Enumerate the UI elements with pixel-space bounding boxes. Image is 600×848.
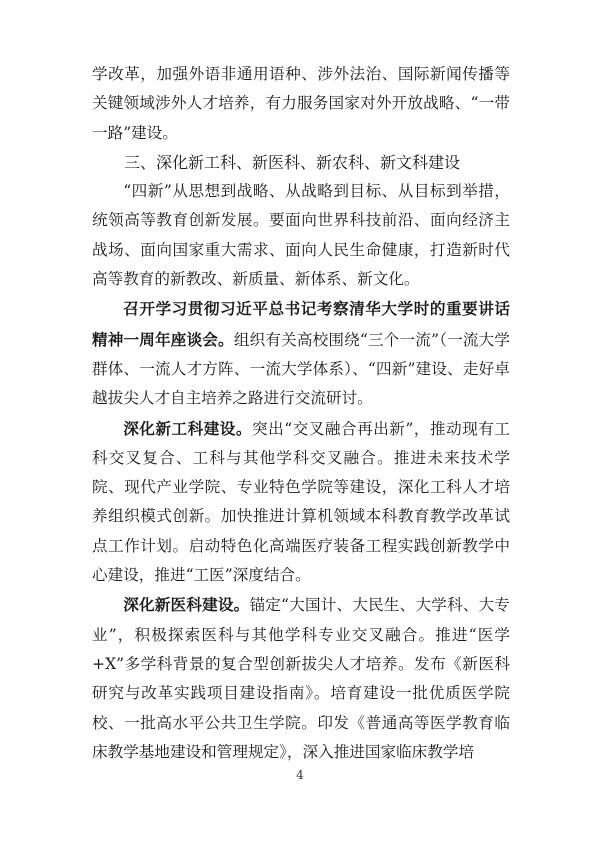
- paragraph-lead: 深化新医科建设。: [123, 595, 250, 615]
- paragraph-text: 锚定“大国计、大民生、大学科、大专业”，积极探索医科与其他学科专业交叉融合。推进“医学+X”多学科背景的复合型创新拔尖人才培养。发布《新医科研究与改革实践项目建设指南》。培育建设一批优质医学院校、一批高水平公共卫生学院。印发《普通高等医学教育临床教学基地建设和管理规定》，深入推进国家临床教学培: [92, 596, 510, 761]
- section-heading: [92, 148, 510, 177]
- paragraph-four-new-intro: [92, 177, 510, 294]
- paragraph-continuation: [92, 60, 510, 148]
- paragraph-text: “四新”从思想到战略、从战略到目标、从目标到举措，统领高等教育创新发展。要面向世界科技前沿、面向经济主战场、面向国家重大需求、面向人民生命健康，打造新时代高等教育的新教改、新质量、新体系、新文化。: [92, 182, 510, 289]
- paragraph-text: 学改革，加强外语非通用语种、涉外法治、国际新闻传播等关键领域涉外人才培养，有力服务国家对外开放战略、“一带一路”建设。: [92, 65, 510, 142]
- paragraph-text: 组织有关高校围绕“三个一流”（一流大学群体、一流人才方阵、一流大学体系）、“四新”建设、走好卓越拔尖人才自主培养之路进行交流研讨。: [92, 330, 510, 408]
- page-number: 4: [296, 768, 304, 782]
- document-body: [92, 60, 510, 767]
- paragraph-tsinghua-symposium: [92, 294, 510, 413]
- paragraph-lead: 深化新工科建设。: [123, 418, 253, 438]
- paragraph-new-engineering: [92, 414, 510, 591]
- section-heading-text: 三、深化新工科、新医科、新农科、新文科建设: [124, 152, 461, 172]
- paragraph-new-medicine: [92, 590, 510, 767]
- paragraph-lead: 召开学习贯彻习近平总书记考察清华大学时的重要讲话精神一周年座谈会。: [92, 299, 510, 349]
- paragraph-text: 突出“交叉融合再出新”，推动现有工科交叉复合、工科与其他学科交叉融合。推进未来技术学院、现代产业学院、专业特色学院等建设，深化工科人才培养组织模式创新。加快推进计算机领域本科教育教学改革试点工作计划。启动特色化高端医疗装备工程实践创新教学中心建设，推进“工医”深度结合。: [92, 419, 510, 585]
